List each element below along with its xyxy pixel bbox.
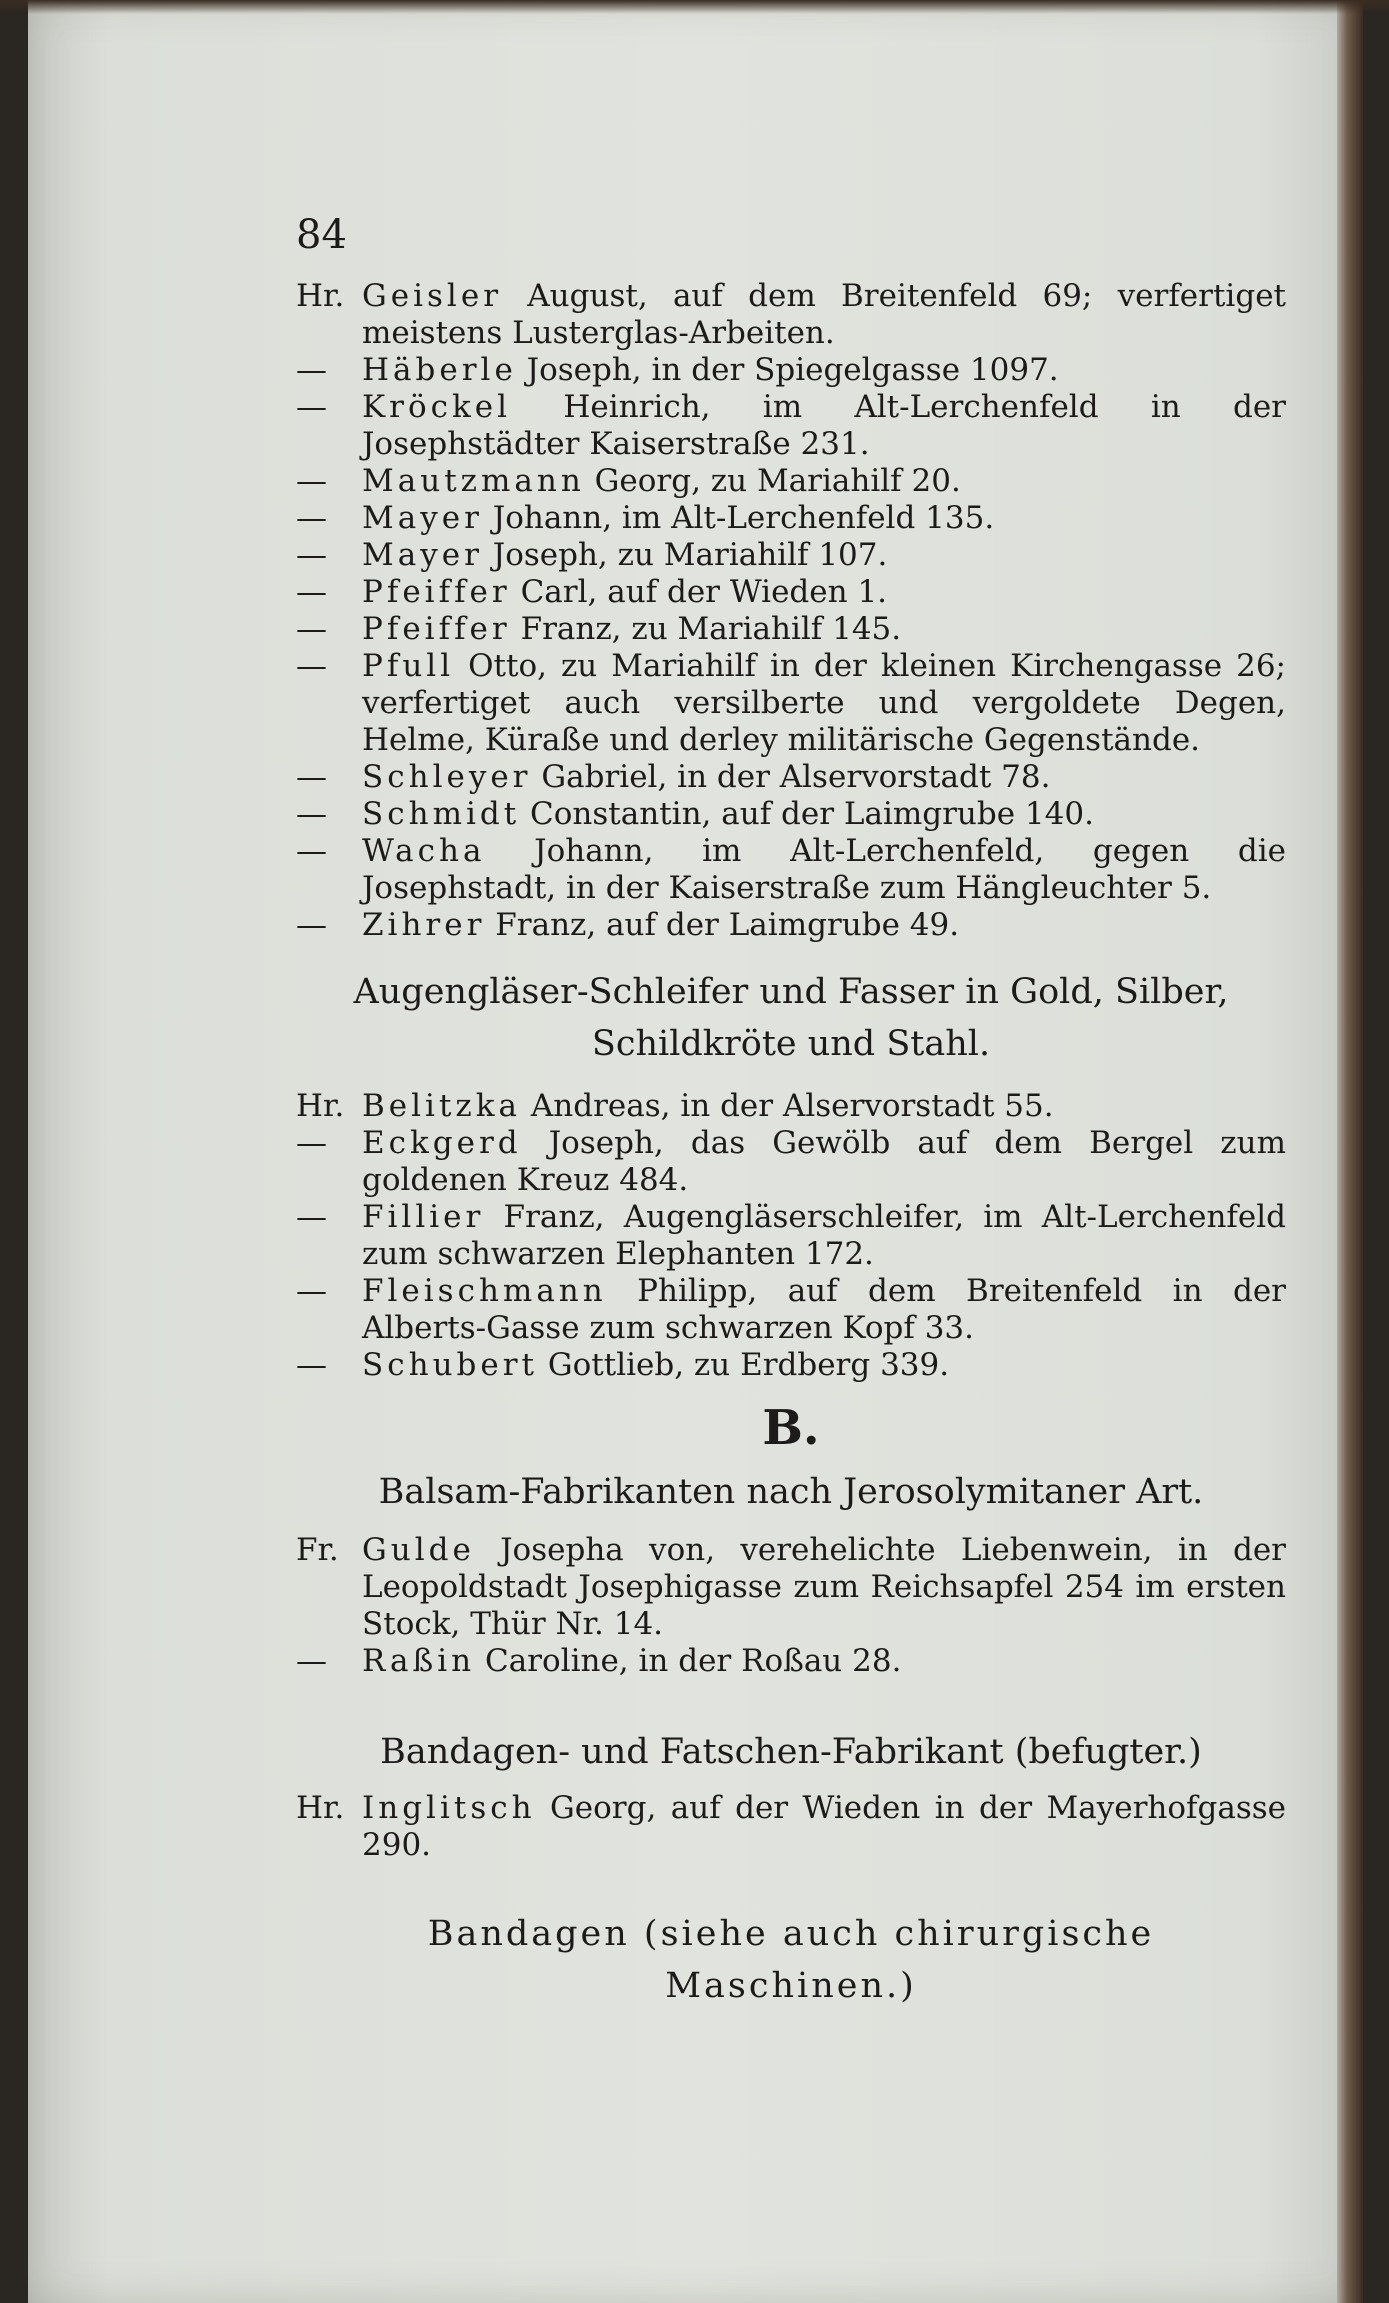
list-item: — Schleyer Gabriel, in der Alservorstadt 78. xyxy=(296,759,1051,795)
list-item: Hr. Geisler August, auf dem Breitenfeld 69; verfertiget meistens Lusterglas-Arbeiten. xyxy=(296,278,1286,351)
list-item: — Fillier Franz, Augengläserschleifer, im Alt-Lerchenfeld zum schwarzen Elephanten 172. xyxy=(296,1199,1286,1272)
list-item: — Kröckel Heinrich, im Alt-Lerchenfeld in der Josephstädter Kaiserstraße 231. xyxy=(296,389,1286,462)
section-entries-1 xyxy=(296,278,1286,944)
list-item: — Mayer Johann, im Alt-Lerchenfeld 135. xyxy=(296,500,995,536)
list-item: — Raßin Caroline, in der Roßau 28. xyxy=(296,1643,902,1679)
list-item: — Mautzmann Georg, zu Mariahilf 20. xyxy=(296,463,961,499)
page-number: 84 xyxy=(296,212,347,258)
page-text xyxy=(296,212,1286,2012)
list-item: — Zihrer Franz, auf der Laimgrube 49. xyxy=(296,907,960,943)
list-item: Hr. Belitzka Andreas, in der Alservorstadt 55. xyxy=(296,1088,1054,1124)
alphabet-letter-heading: B. xyxy=(762,1400,820,1456)
section-entries-3 xyxy=(296,1532,1286,1680)
page-top-shadow xyxy=(0,0,1389,14)
list-item: — Eckgerd Joseph, das Gewölb auf dem Bergel zum goldenen Kreuz 484. xyxy=(296,1125,1286,1198)
list-item: — Häberle Joseph, in der Spiegelgasse 1097. xyxy=(296,352,1059,388)
list-item: — Pfull Otto, zu Mariahilf in der kleinen Kirchengasse 26; verfertiget auch versilberte und vergoldete Degen, Helme, Küraße und derley militärische Gegenstände. xyxy=(296,648,1286,758)
page-edge xyxy=(1337,0,1363,2303)
section-entries-2 xyxy=(296,1088,1286,1384)
section-entries-4 xyxy=(296,1790,1286,1864)
section-heading-bandages: Bandagen (siehe auch chirurgische Maschinen.) xyxy=(427,1914,1155,2006)
section-heading-bandage-makers: Bandagen- und Fatschen-Fabrikant (befugter.) xyxy=(380,1732,1202,1772)
section-heading-eyeglass-grinders: Augengläser-Schleifer und Fasser in Gold, Silber, Schildkröte und Stahl. xyxy=(353,972,1229,1064)
list-item: — Pfeiffer Carl, auf der Wieden 1. xyxy=(296,574,888,610)
section-heading-balsam: Balsam-Fabrikanten nach Jerosolymitaner Art. xyxy=(378,1472,1204,1512)
list-item: — Pfeiffer Franz, zu Mariahilf 145. xyxy=(296,611,902,647)
list-item: — Schmidt Constantin, auf der Laimgrube 140. xyxy=(296,796,1094,832)
list-item: Hr. Inglitsch Georg, auf der Wieden in der Mayerhofgasse 290. xyxy=(296,1790,1286,1863)
list-item: — Mayer Joseph, zu Mariahilf 107. xyxy=(296,537,888,573)
list-item: — Wacha Johann, im Alt-Lerchenfeld, gegen die Josephstadt, in der Kaiserstraße zum Hängleuchter 5. xyxy=(296,833,1286,906)
list-item: Fr. Gulde Josepha von, verehelichte Liebenwein, in der Leopoldstadt Josephigasse zum Reichsapfel 254 im ersten Stock, Thür Nr. 14. xyxy=(296,1532,1286,1642)
list-item: — Schubert Gottlieb, zu Erdberg 339. xyxy=(296,1347,950,1383)
list-item: — Fleischmann Philipp, auf dem Breitenfeld in der Alberts-Gasse zum schwarzen Kopf 33. xyxy=(296,1273,1286,1346)
